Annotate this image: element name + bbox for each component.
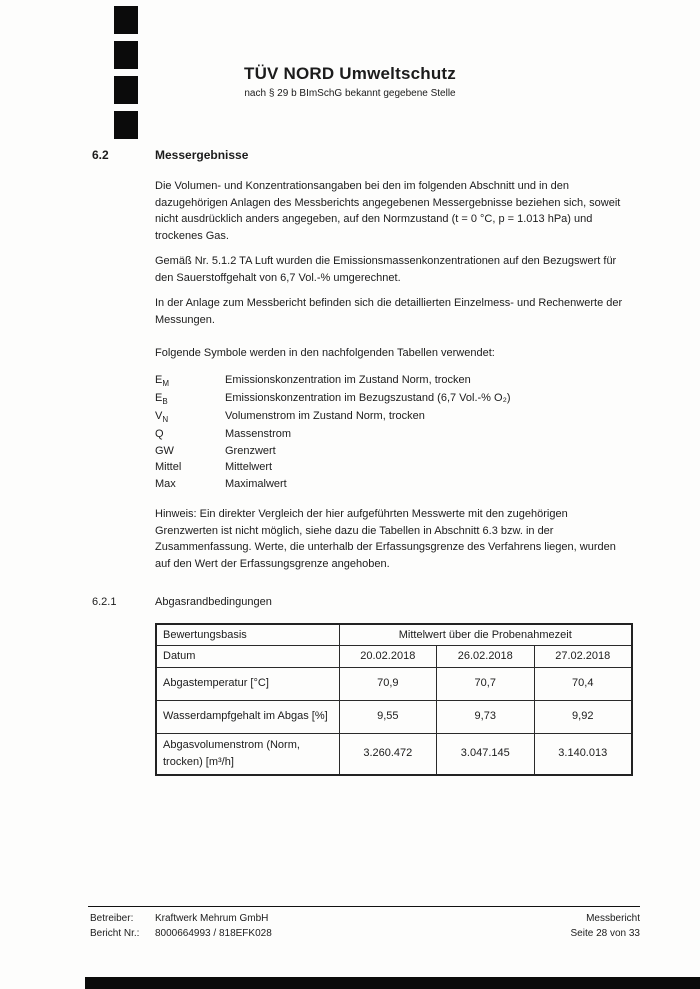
cell-value: 20.02.2018 [339, 646, 436, 668]
column-header-span: Mittelwert über die Probenahmezeit [339, 624, 632, 646]
cell-value: 3.140.013 [534, 733, 632, 775]
main-content [92, 146, 637, 776]
paragraph: Folgende Symbole werden in den nachfolgenden Tabellen verwendet: [155, 347, 495, 359]
subsection-title: Abgasrandbedingungen [155, 596, 272, 609]
section-number: 6.2 [92, 148, 109, 162]
cell-value: 70,7 [437, 667, 534, 700]
paragraph: Gemäß Nr. 5.1.2 TA Luft wurden die Emissionsmassenkonzentrationen auf den Bezugswert für den Sauerstoffgehalt von 6,7 Vol.-% umgerechnet. [155, 255, 617, 284]
scan-mark [114, 6, 138, 34]
section-title: Messergebnisse [155, 148, 249, 162]
column-header: Bewertungsbasis [156, 624, 339, 646]
cell-value: 70,4 [534, 667, 632, 700]
subsection-number: 6.2.1 [92, 596, 117, 609]
footer-divider [88, 906, 640, 907]
legend-item [155, 390, 637, 408]
symbol-desc: Grenzwert [225, 444, 276, 457]
page-indicator: Seite 28 von 33 [570, 927, 640, 939]
hinweis-paragraph: Hinweis: Ein direkter Vergleich der hier aufgeführten Messwerte mit den zugehörigen Grenzwerten ist nicht möglich, siehe dazu die Tabellen in Abschnitt 6.3 bzw. in der Zusammenfassung. Werte, die unterhalb der Erfassungsgrenze des Verfahrens liegen, wurden auf den Wert der Erfassungsgrenze angehoben. [155, 508, 616, 570]
page-footer [90, 912, 640, 941]
footer-labels [90, 912, 155, 941]
symbol-desc: Emissionskonzentration im Bezugszustand (6,7 Vol.-% O₂) [225, 391, 511, 404]
legend-item [155, 426, 637, 443]
section-heading [92, 146, 637, 164]
cell-value: 9,55 [339, 700, 436, 733]
cell-value: 70,9 [339, 667, 436, 700]
row-label: Abgastemperatur [°C] [156, 667, 339, 700]
paragraph: Die Volumen- und Konzentrationsangaben bei den im folgenden Abschnitt und in den dazugehörigen Anlagen des Messberichts angegebenen Messergebnisse beziehen sich, soweit nicht ausdrücklich anders angegeben, auf den Normzustand (t = 0 °C, p = 1.013 hPa) und trockenes Gas. [155, 180, 621, 242]
letterhead [0, 64, 700, 99]
symbol-desc: Emissionskonzentration im Zustand Norm, trocken [225, 373, 471, 386]
cell-value: 3.047.145 [437, 733, 534, 775]
legend-item [155, 476, 637, 493]
legend-item [155, 459, 637, 476]
legend-item [155, 408, 637, 426]
org-subtitle: nach § 29 b BImSchG bekannt gegebene Stelle [244, 88, 456, 99]
section-body [155, 178, 627, 362]
doc-type: Messbericht [586, 913, 640, 924]
scan-mark-bottom-bar [85, 977, 700, 989]
symbol-term: $V_N$ [155, 409, 169, 425]
row-label: Datum [156, 646, 339, 668]
subsection-heading [92, 594, 637, 611]
table-row [156, 700, 632, 733]
symbol-term: $E_M$ [155, 373, 170, 388]
table-row [156, 733, 632, 775]
footer-left [90, 912, 272, 941]
symbol-term: Q [155, 428, 164, 441]
abgas-conditions-table [155, 623, 633, 776]
symbol-legend [155, 372, 637, 493]
cell-value: 9,92 [534, 700, 632, 733]
table-row [156, 667, 632, 700]
symbol-desc: Volumenstrom im Zustand Norm, trocken [225, 409, 425, 422]
table-row [156, 646, 632, 668]
bericht-value: 8000664993 / 818EFK028 [155, 927, 272, 939]
symbol-term: $E_B$ [155, 391, 168, 406]
bericht-label: Bericht Nr.: [90, 927, 140, 939]
betreiber-value: Kraftwerk Mehrum GmbH [155, 913, 269, 924]
row-label: Abgasvolumenstrom (Norm, trocken) [m³/h] [156, 733, 339, 775]
footer-right [571, 912, 641, 941]
symbol-term: GW [155, 444, 174, 457]
symbol-desc: Massenstrom [225, 428, 292, 441]
table-header-row [156, 624, 632, 646]
cell-value: 27.02.2018 [534, 646, 632, 668]
symbol-desc: Mittelwert [225, 461, 273, 474]
betreiber-label: Betreiber: [90, 913, 134, 924]
cell-value: 26.02.2018 [437, 646, 534, 668]
footer-values [155, 912, 272, 941]
org-title: TÜV NORD Umweltschutz [244, 64, 456, 83]
cell-value: 9,73 [437, 700, 534, 733]
scan-mark [114, 111, 138, 139]
symbol-term: Max [155, 477, 176, 490]
row-label: Wasserdampfgehalt im Abgas [%] [156, 700, 339, 733]
symbol-term: Mittel [155, 461, 182, 474]
legend-item [155, 372, 637, 390]
paragraph: In der Anlage zum Messbericht befinden sich die detaillierten Einzelmess- und Rechenwerte der Messungen. [155, 297, 623, 326]
legend-item [155, 443, 637, 460]
cell-value: 3.260.472 [339, 733, 436, 775]
symbol-desc: Maximalwert [225, 477, 287, 490]
